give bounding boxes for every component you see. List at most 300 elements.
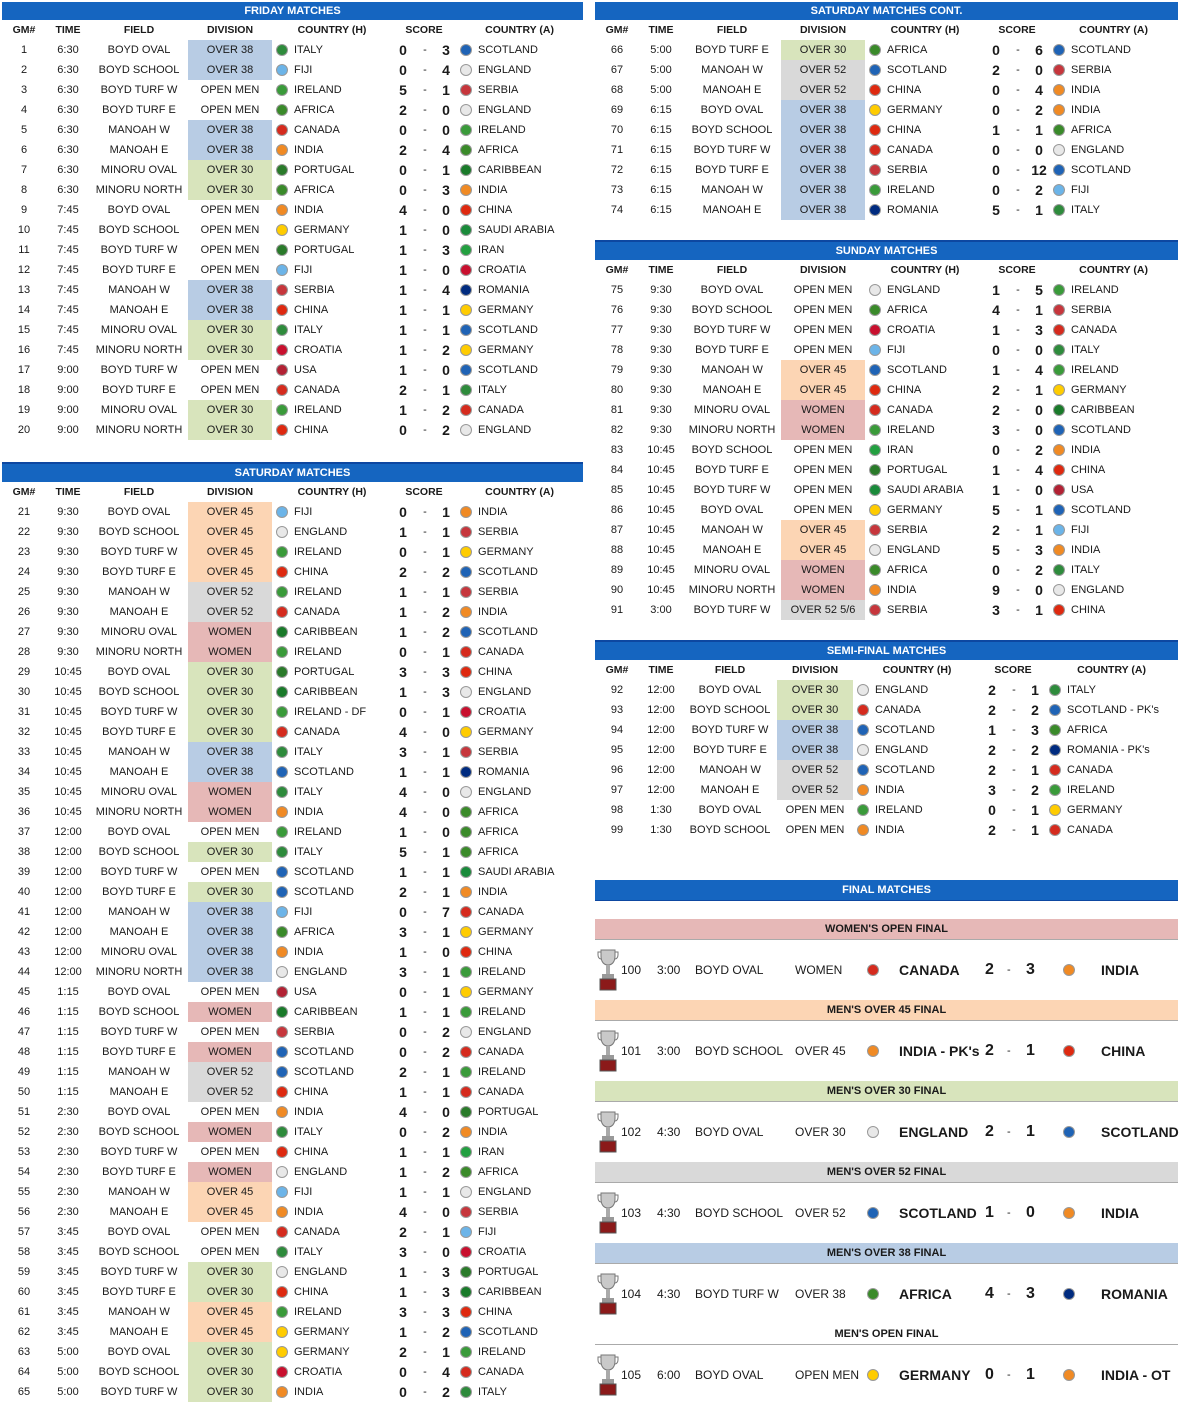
flag-icon bbox=[276, 1346, 288, 1358]
col-header-field: FIELD bbox=[123, 24, 155, 36]
flag-icon bbox=[276, 1286, 288, 1298]
flag-icon bbox=[1053, 124, 1065, 136]
away-score: 0 bbox=[442, 1244, 450, 1260]
final-home-score: 2 bbox=[985, 1123, 994, 1140]
away-score: 3 bbox=[1031, 722, 1039, 738]
field-name: BOYD TURF E bbox=[102, 264, 176, 276]
match-row bbox=[595, 340, 1178, 360]
home-team bbox=[272, 1122, 392, 1142]
game-number: 9 bbox=[20, 204, 28, 216]
home-team bbox=[272, 542, 392, 562]
match-row bbox=[2, 1382, 583, 1402]
home-score: 0 bbox=[399, 162, 407, 178]
column-headers bbox=[2, 20, 583, 40]
match-time: 10:45 bbox=[647, 544, 675, 556]
away-score: 4 bbox=[442, 1364, 450, 1380]
home-team bbox=[865, 360, 985, 380]
match-time: 10:45 bbox=[647, 584, 675, 596]
home-score: 5 bbox=[992, 202, 1000, 218]
away-team-name: CARIBBEAN bbox=[478, 163, 542, 176]
field-name: MANOAH W bbox=[108, 746, 170, 758]
home-team bbox=[865, 40, 985, 60]
match-row bbox=[2, 380, 583, 400]
division-badge: OVER 30 bbox=[188, 420, 272, 440]
col-header-gm: GM# bbox=[12, 24, 36, 36]
division-badge: OVER 30 bbox=[188, 400, 272, 420]
score-separator: - bbox=[423, 64, 427, 76]
home-score: 0 bbox=[992, 102, 1000, 118]
home-team bbox=[865, 340, 985, 360]
away-team-name: INDIA bbox=[478, 1125, 508, 1138]
final-home-team: ENGLAND bbox=[899, 1124, 969, 1140]
field-name: BOYD TURF E bbox=[102, 726, 176, 738]
home-team-name: ROMANIA bbox=[887, 203, 939, 216]
flag-icon bbox=[1053, 524, 1065, 536]
home-score: 0 bbox=[399, 704, 407, 720]
score-separator: - bbox=[423, 264, 427, 276]
flag-icon bbox=[1053, 184, 1065, 196]
away-score: 2 bbox=[1035, 562, 1043, 578]
home-team-name: ENGLAND bbox=[887, 543, 941, 556]
away-team bbox=[456, 522, 583, 542]
match-row bbox=[595, 100, 1178, 120]
game-number: 60 bbox=[17, 1286, 31, 1298]
score-separator: - bbox=[423, 424, 427, 436]
away-team-name: SCOTLAND bbox=[478, 625, 538, 638]
flag-icon bbox=[857, 684, 869, 696]
game-number: 95 bbox=[610, 744, 624, 756]
flag-icon bbox=[276, 344, 288, 356]
home-team-name: GERMANY bbox=[887, 503, 943, 516]
home-score: 0 bbox=[992, 182, 1000, 198]
field-name: MANOAH W bbox=[108, 1186, 170, 1198]
game-number: 89 bbox=[610, 564, 624, 576]
game-number: 35 bbox=[17, 786, 31, 798]
final-game-number: 100 bbox=[621, 963, 642, 977]
flag-icon bbox=[460, 1366, 472, 1378]
col-header-field: FIELD bbox=[714, 664, 746, 676]
match-row bbox=[2, 842, 583, 862]
score-separator: - bbox=[423, 1066, 427, 1078]
score-separator: - bbox=[423, 204, 427, 216]
home-score: 2 bbox=[992, 382, 1000, 398]
final-time: 4:30 bbox=[657, 1206, 681, 1220]
field-name: BOYD TURF E bbox=[102, 1286, 176, 1298]
score-separator: - bbox=[1016, 64, 1020, 76]
flag-icon bbox=[460, 606, 472, 618]
away-team-name: INDIA bbox=[478, 605, 508, 618]
game-number: 97 bbox=[610, 784, 624, 796]
division-badge: OPEN MEN bbox=[200, 264, 260, 276]
score-separator: - bbox=[423, 364, 427, 376]
field-name: BOYD TURF W bbox=[693, 324, 771, 336]
col-header-field: FIELD bbox=[716, 264, 748, 276]
flag-icon bbox=[276, 886, 288, 898]
final-banner: MEN'S OVER 52 FINAL bbox=[595, 1162, 1178, 1183]
game-number: 62 bbox=[17, 1326, 31, 1338]
final-time: 3:00 bbox=[657, 963, 681, 977]
flag-icon bbox=[276, 646, 288, 658]
score-separator: - bbox=[1016, 304, 1020, 316]
field-name: MINORU NORTH bbox=[95, 646, 183, 658]
game-number: 41 bbox=[17, 906, 31, 918]
field-name: BOYD SCHOOL bbox=[98, 686, 180, 698]
away-score: 4 bbox=[1035, 462, 1043, 478]
away-team bbox=[456, 562, 583, 582]
away-score: 5 bbox=[1035, 282, 1043, 298]
home-team-name: ENGLAND bbox=[294, 525, 348, 538]
score-separator: - bbox=[423, 746, 427, 758]
flag-icon bbox=[867, 1288, 879, 1300]
col-header-home: COUNTRY (H) bbox=[882, 664, 952, 676]
home-score: 3 bbox=[399, 744, 407, 760]
away-team bbox=[1045, 820, 1178, 840]
match-time: 12:00 bbox=[54, 846, 82, 858]
division-badge: OVER 30 bbox=[188, 320, 272, 340]
away-team-name: INDIA bbox=[478, 505, 508, 518]
home-team bbox=[865, 180, 985, 200]
score-separator: - bbox=[1016, 504, 1020, 516]
flag-icon bbox=[869, 324, 881, 336]
away-team bbox=[456, 180, 583, 200]
game-number: 92 bbox=[610, 684, 624, 696]
away-score: 3 bbox=[442, 664, 450, 680]
home-team-name: IRELAND bbox=[294, 645, 342, 658]
away-score: 0 bbox=[442, 122, 450, 138]
field-name: BOYD TURF W bbox=[100, 1026, 178, 1038]
flag-icon bbox=[276, 1366, 288, 1378]
score-separator: - bbox=[1016, 464, 1020, 476]
division-badge: OVER 30 bbox=[777, 700, 853, 720]
score-separator: - bbox=[423, 84, 427, 96]
final-away-score: 1 bbox=[1026, 1123, 1035, 1140]
game-number: 58 bbox=[17, 1246, 31, 1258]
away-team-name: GERMANY bbox=[478, 303, 534, 316]
home-team-name: ITALY bbox=[294, 785, 323, 798]
game-number: 77 bbox=[610, 324, 624, 336]
home-team-name: AFRICA bbox=[887, 303, 928, 316]
game-number: 87 bbox=[610, 524, 624, 536]
away-team-name: CHINA bbox=[478, 1305, 513, 1318]
away-team-name: IRAN bbox=[478, 1145, 505, 1158]
flag-icon bbox=[1053, 364, 1065, 376]
home-team bbox=[272, 1382, 392, 1402]
division-badge: OPEN MEN bbox=[793, 444, 853, 456]
division-badge: OVER 30 bbox=[188, 842, 272, 862]
flag-icon bbox=[460, 224, 472, 236]
division-badge: OPEN MEN bbox=[793, 324, 853, 336]
field-name: BOYD OVAL bbox=[107, 1346, 171, 1358]
match-row bbox=[595, 820, 1178, 840]
away-team-name: IRAN bbox=[478, 243, 505, 256]
final-field: BOYD OVAL bbox=[695, 1368, 764, 1382]
home-score: 0 bbox=[399, 122, 407, 138]
flag-icon bbox=[460, 1026, 472, 1038]
away-team bbox=[456, 1282, 583, 1302]
flag-icon bbox=[1049, 824, 1061, 836]
flag-icon bbox=[1053, 464, 1065, 476]
division-badge: OVER 38 bbox=[188, 300, 272, 320]
match-row bbox=[2, 40, 583, 60]
home-team-name: GERMANY bbox=[294, 223, 350, 236]
away-team-name: INDIA bbox=[478, 183, 508, 196]
field-name: BOYD SCHOOL bbox=[98, 1126, 180, 1138]
home-team-name: GERMANY bbox=[887, 103, 943, 116]
home-team-name: CHINA bbox=[294, 303, 329, 316]
match-time: 12:00 bbox=[647, 784, 675, 796]
flag-icon bbox=[869, 584, 881, 596]
home-team-name: SAUDI ARABIA bbox=[887, 483, 964, 496]
game-number: 74 bbox=[610, 204, 624, 216]
away-team-name: CROATIA bbox=[478, 1245, 527, 1258]
score-separator: - bbox=[423, 1146, 427, 1158]
field-name: MANOAH E bbox=[700, 784, 760, 796]
field-name: BOYD TURF E bbox=[102, 1046, 176, 1058]
column-headers bbox=[595, 260, 1178, 280]
score-separator: - bbox=[1016, 124, 1020, 136]
field-name: MANOAH W bbox=[699, 764, 761, 776]
home-team-name: PORTUGAL bbox=[294, 163, 355, 176]
match-time: 9:30 bbox=[650, 344, 672, 356]
field-name: BOYD TURF W bbox=[100, 706, 178, 718]
away-team bbox=[1049, 560, 1178, 580]
score-separator: - bbox=[423, 586, 427, 598]
flag-icon bbox=[276, 1246, 288, 1258]
home-team bbox=[272, 240, 392, 260]
division-badge: OVER 30 bbox=[188, 160, 272, 180]
flag-icon bbox=[460, 424, 472, 436]
game-number: 50 bbox=[17, 1086, 31, 1098]
division-badge: OVER 30 bbox=[188, 180, 272, 200]
col-header-home: COUNTRY (H) bbox=[297, 24, 367, 36]
game-number: 65 bbox=[17, 1386, 31, 1398]
flag-icon bbox=[460, 204, 472, 216]
game-number: 52 bbox=[17, 1126, 31, 1138]
score-separator: - bbox=[423, 224, 427, 236]
division-badge: OPEN MEN bbox=[200, 84, 260, 96]
field-name: MANOAH W bbox=[108, 284, 170, 296]
home-score: 0 bbox=[992, 562, 1000, 578]
score-separator: - bbox=[423, 846, 427, 858]
away-team bbox=[456, 400, 583, 420]
flag-icon bbox=[276, 766, 288, 778]
match-time: 2:30 bbox=[57, 1166, 79, 1178]
field-name: BOYD OVAL bbox=[700, 504, 764, 516]
game-number: 5 bbox=[20, 124, 28, 136]
home-team-name: FIJI bbox=[294, 505, 313, 518]
match-time: 1:15 bbox=[57, 1046, 79, 1058]
field-name: BOYD OVAL bbox=[698, 684, 762, 696]
final-division: OPEN MEN bbox=[795, 1368, 860, 1382]
flag-icon bbox=[460, 866, 472, 878]
match-time: 6:15 bbox=[650, 124, 672, 136]
division-badge: OPEN MEN bbox=[200, 986, 260, 998]
division-badge: OVER 38 bbox=[781, 120, 865, 140]
match-time: 9:30 bbox=[57, 646, 79, 658]
home-team bbox=[865, 540, 985, 560]
col-header-gm: GM# bbox=[12, 486, 36, 498]
match-time: 1:30 bbox=[650, 804, 672, 816]
away-team bbox=[1049, 480, 1178, 500]
match-row bbox=[2, 220, 583, 240]
away-team-name: PORTUGAL bbox=[478, 1105, 539, 1118]
match-time: 9:30 bbox=[650, 324, 672, 336]
match-time: 12:00 bbox=[647, 764, 675, 776]
final-home-score: 4 bbox=[985, 1285, 994, 1302]
match-row bbox=[2, 1102, 583, 1122]
sunday-section bbox=[595, 240, 1178, 620]
flag-icon bbox=[276, 1306, 288, 1318]
away-team bbox=[456, 802, 583, 822]
away-team-name: GERMANY bbox=[478, 925, 534, 938]
game-number: 84 bbox=[610, 464, 624, 476]
flag-icon bbox=[460, 1206, 472, 1218]
col-header-division: DIVISION bbox=[206, 486, 254, 498]
home-team-name: IRELAND bbox=[887, 183, 935, 196]
away-team bbox=[456, 702, 583, 722]
home-team-name: CHINA bbox=[887, 123, 922, 136]
home-score: 1 bbox=[399, 242, 407, 258]
home-team-name: SERBIA bbox=[887, 163, 928, 176]
score-separator: - bbox=[423, 1166, 427, 1178]
home-score: 1 bbox=[399, 1164, 407, 1180]
away-score: 1 bbox=[442, 764, 450, 780]
home-team-name: CARIBBEAN bbox=[294, 685, 358, 698]
flag-icon bbox=[460, 404, 472, 416]
flag-icon bbox=[276, 1186, 288, 1198]
final-home-team: INDIA - PK's bbox=[899, 1043, 980, 1059]
flag-icon bbox=[276, 1066, 288, 1078]
flag-icon bbox=[460, 384, 472, 396]
score-separator: - bbox=[423, 144, 427, 156]
division-badge: OPEN MEN bbox=[785, 824, 845, 836]
home-team-name: IRELAND bbox=[887, 423, 935, 436]
home-team-name: SCOTLAND bbox=[294, 885, 354, 898]
game-number: 4 bbox=[20, 104, 28, 116]
flag-icon bbox=[460, 626, 472, 638]
home-team-name: ITALY bbox=[294, 845, 323, 858]
game-number: 42 bbox=[17, 926, 31, 938]
away-score: 0 bbox=[442, 262, 450, 278]
final-match-row bbox=[595, 1183, 1178, 1243]
col-header-away: COUNTRY (A) bbox=[1079, 24, 1148, 36]
away-team bbox=[456, 280, 583, 300]
match-time: 10:45 bbox=[54, 726, 82, 738]
away-team-name: ROMANIA bbox=[478, 765, 530, 778]
field-name: BOYD OVAL bbox=[107, 826, 171, 838]
home-team bbox=[865, 580, 985, 600]
final-home-score: 0 bbox=[985, 1366, 994, 1383]
away-score: 1 bbox=[442, 82, 450, 98]
away-team-name: IRELAND bbox=[478, 965, 526, 978]
field-name: BOYD OVAL bbox=[107, 666, 171, 678]
away-team bbox=[456, 1222, 583, 1242]
away-score: 1 bbox=[1035, 122, 1043, 138]
match-row bbox=[595, 420, 1178, 440]
flag-icon bbox=[867, 964, 879, 976]
home-team-name: USA bbox=[294, 363, 317, 376]
match-row bbox=[595, 380, 1178, 400]
score-separator: - bbox=[423, 1026, 427, 1038]
home-score: 2 bbox=[399, 1224, 407, 1240]
flag-icon bbox=[276, 144, 288, 156]
home-team bbox=[272, 862, 392, 882]
field-name: MANOAH E bbox=[109, 1086, 169, 1098]
field-name: MINORU OVAL bbox=[693, 404, 771, 416]
division-badge: OPEN MEN bbox=[785, 804, 845, 816]
home-score: 0 bbox=[399, 644, 407, 660]
away-score: 1 bbox=[442, 704, 450, 720]
away-score: 4 bbox=[442, 142, 450, 158]
final-away-score: 1 bbox=[1026, 1366, 1035, 1383]
division-badge: OVER 38 bbox=[188, 140, 272, 160]
home-team bbox=[865, 100, 985, 120]
home-score: 4 bbox=[399, 1204, 407, 1220]
saturday-cont-table bbox=[595, 20, 1178, 220]
field-name: MINORU OVAL bbox=[100, 626, 178, 638]
final-time: 6:00 bbox=[657, 1368, 681, 1382]
score-separator: - bbox=[423, 1346, 427, 1358]
match-row bbox=[595, 760, 1178, 780]
home-team bbox=[272, 722, 392, 742]
home-team bbox=[865, 560, 985, 580]
home-team bbox=[853, 820, 981, 840]
away-team bbox=[456, 1182, 583, 1202]
home-score: 1 bbox=[399, 302, 407, 318]
semi-table bbox=[595, 660, 1178, 840]
game-number: 33 bbox=[17, 746, 31, 758]
flag-icon bbox=[460, 344, 472, 356]
home-team-name: PORTUGAL bbox=[294, 243, 355, 256]
flag-icon bbox=[869, 464, 881, 476]
match-row bbox=[2, 1122, 583, 1142]
away-score: 2 bbox=[442, 1164, 450, 1180]
away-team bbox=[456, 1162, 583, 1182]
game-number: 18 bbox=[17, 384, 31, 396]
home-team-name: IRELAND - DF bbox=[294, 705, 367, 718]
away-team bbox=[456, 662, 583, 682]
away-team-name: ENGLAND bbox=[478, 423, 532, 436]
home-team bbox=[272, 380, 392, 400]
score-separator: - bbox=[423, 626, 427, 638]
game-number: 21 bbox=[17, 506, 31, 518]
home-team bbox=[865, 460, 985, 480]
home-team-name: USA bbox=[294, 985, 317, 998]
score-separator: - bbox=[423, 826, 427, 838]
field-name: BOYD SCHOOL bbox=[98, 1006, 180, 1018]
match-time: 10:45 bbox=[647, 564, 675, 576]
away-score: 1 bbox=[1035, 382, 1043, 398]
score-separator: - bbox=[1016, 84, 1020, 96]
match-row bbox=[2, 1342, 583, 1362]
flag-icon bbox=[460, 284, 472, 296]
game-number: 12 bbox=[17, 264, 31, 276]
field-name: MANOAH E bbox=[702, 84, 762, 96]
match-row bbox=[2, 120, 583, 140]
match-time: 7:45 bbox=[57, 204, 79, 216]
game-number: 43 bbox=[17, 946, 31, 958]
home-team-name: INDIA bbox=[294, 143, 324, 156]
away-team-name: IRELAND bbox=[1071, 363, 1119, 376]
away-team bbox=[456, 1362, 583, 1382]
score-separator: - bbox=[423, 1366, 427, 1378]
flag-icon bbox=[276, 124, 288, 136]
game-number: 54 bbox=[17, 1166, 31, 1178]
col-header-field: FIELD bbox=[716, 24, 748, 36]
flag-icon bbox=[1049, 684, 1061, 696]
game-number: 11 bbox=[18, 244, 30, 256]
flag-icon bbox=[276, 526, 288, 538]
